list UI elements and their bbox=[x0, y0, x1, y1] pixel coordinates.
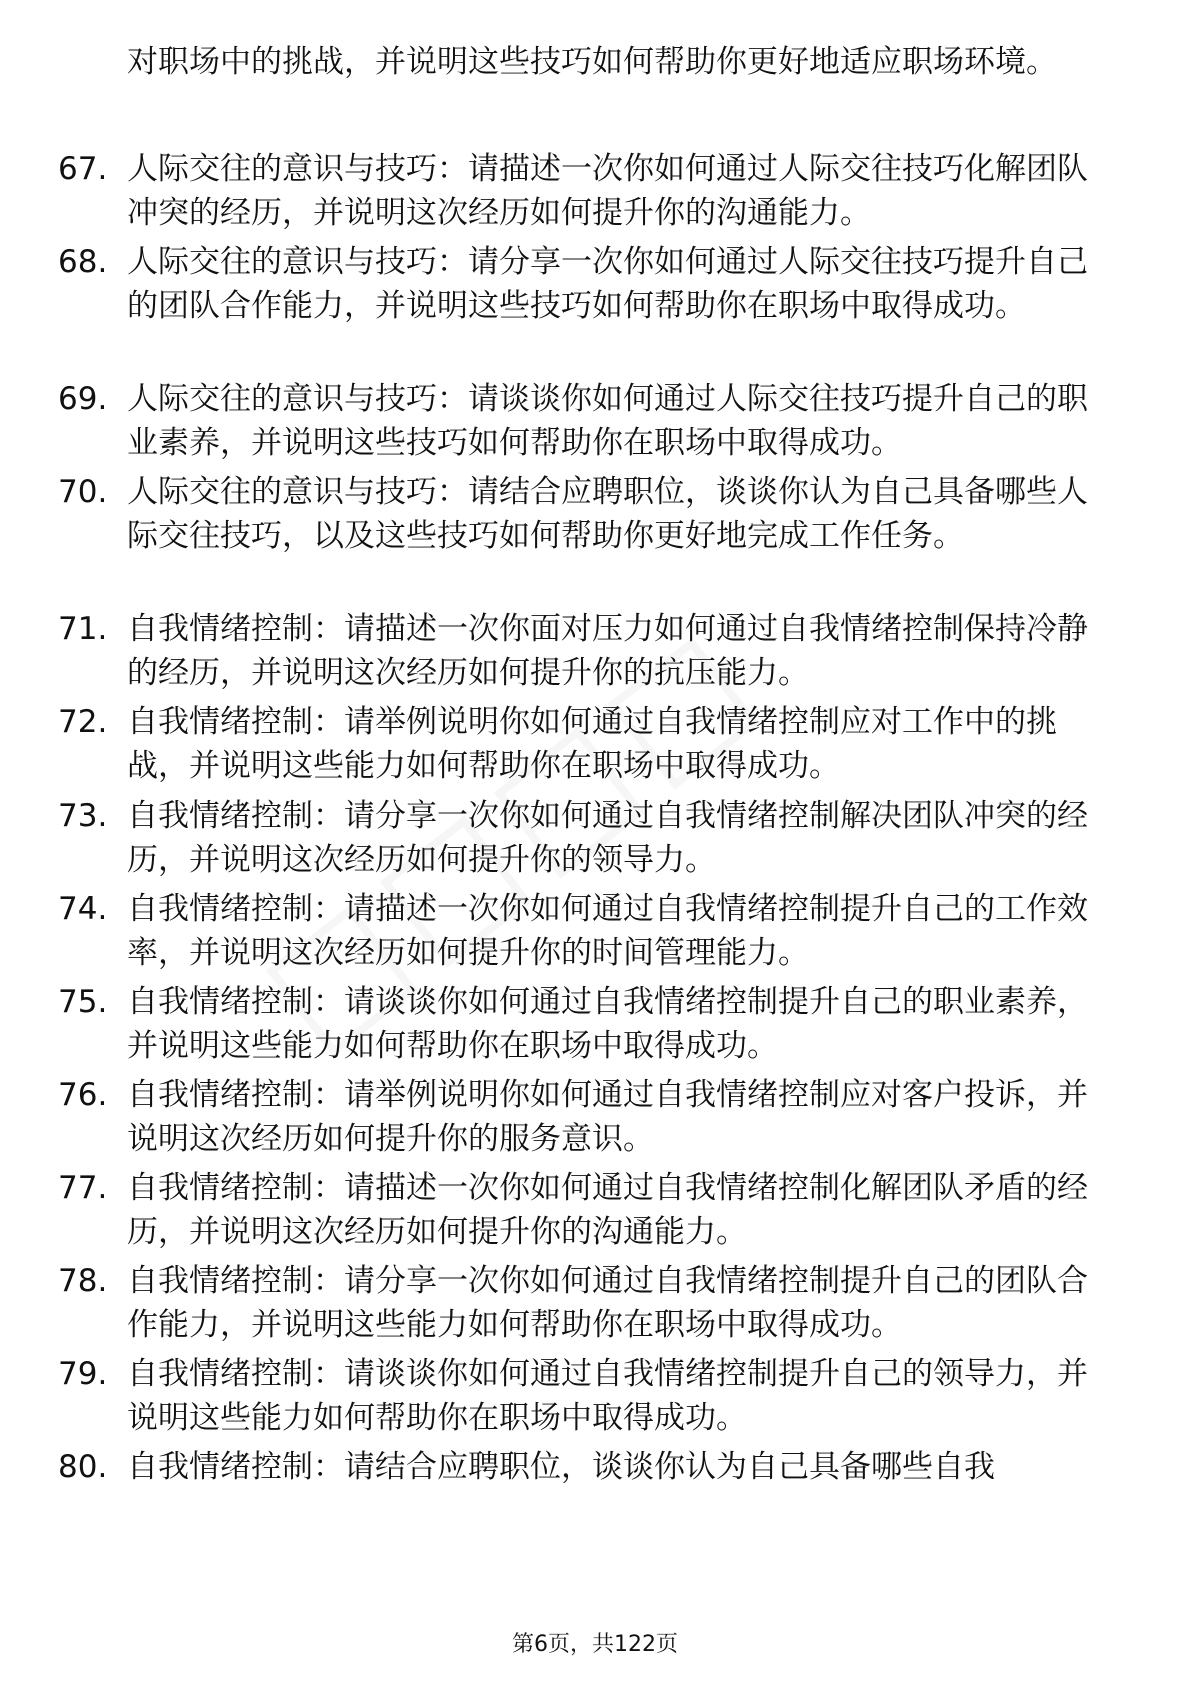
item-text: 自我情绪控制：请举例说明你如何通过自我情绪控制应对工作中的挑战，并说明这些能力如何帮助你在职场中取得成功。 bbox=[127, 704, 1057, 784]
item-number: 72. bbox=[58, 704, 108, 740]
item-number: 70. bbox=[58, 474, 108, 510]
item-text: 人际交往的意识与技巧：请谈谈你如何通过人际交往技巧提升自己的职业素养，并说明这些技巧如何帮助你在职场中取得成功。 bbox=[127, 381, 1088, 461]
item-number: 67. bbox=[58, 151, 108, 187]
item-text: 人际交往的意识与技巧：请描述一次你如何通过人际交往技巧化解团队冲突的经历，并说明这次经历如何提升你的沟通能力。 bbox=[127, 151, 1088, 231]
item-text: 自我情绪控制：请结合应聘职位，谈谈你认为自己具备哪些自我 bbox=[127, 1449, 995, 1485]
item-number: 79. bbox=[58, 1356, 108, 1392]
item-number: 78. bbox=[58, 1263, 108, 1299]
item-text: 人际交往的意识与技巧：请分享一次你如何通过人际交往技巧提升自己的团队合作能力，并说明这些技巧如何帮助你在职场中取得成功。 bbox=[127, 244, 1088, 324]
intro-paragraph: 对职场中的挑战，并说明这些技巧如何帮助你更好地适应职场环境。 bbox=[127, 44, 1057, 80]
item-number: 69. bbox=[58, 381, 108, 417]
page-footer: 第6页，共122页 bbox=[512, 1632, 678, 1657]
item-text: 自我情绪控制：请谈谈你如何通过自我情绪控制提升自己的领导力，并说明这些能力如何帮助你在职场中取得成功。 bbox=[127, 1356, 1088, 1436]
item-number: 76. bbox=[58, 1077, 108, 1113]
item-text: 自我情绪控制：请描述一次你面对压力如何通过自我情绪控制保持冷静的经历，并说明这次经历如何提升你的抗压能力。 bbox=[127, 611, 1088, 691]
item-number: 80. bbox=[58, 1449, 108, 1485]
item-number: 77. bbox=[58, 1170, 108, 1206]
item-text: 自我情绪控制：请谈谈你如何通过自我情绪控制提升自己的职业素养，并说明这些能力如何帮助你在职场中取得成功。 bbox=[127, 984, 1088, 1064]
item-text: 自我情绪控制：请举例说明你如何通过自我情绪控制应对客户投诉，并说明这次经历如何提升你的服务意识。 bbox=[127, 1077, 1088, 1157]
item-text: 自我情绪控制：请描述一次你如何通过自我情绪控制化解团队矛盾的经历，并说明这次经历如何提升你的沟通能力。 bbox=[127, 1170, 1088, 1250]
item-number: 71. bbox=[58, 611, 108, 647]
item-text: 自我情绪控制：请分享一次你如何通过自我情绪控制提升自己的团队合作能力，并说明这些能力如何帮助你在职场中取得成功。 bbox=[127, 1263, 1088, 1343]
item-number: 75. bbox=[58, 984, 108, 1020]
item-text: 自我情绪控制：请分享一次你如何通过自我情绪控制解决团队冲突的经历，并说明这次经历如何提升你的领导力。 bbox=[127, 798, 1088, 878]
item-text: 自我情绪控制：请描述一次你如何通过自我情绪控制提升自己的工作效率，并说明这次经历如何提升你的时间管理能力。 bbox=[127, 891, 1088, 971]
item-number: 68. bbox=[58, 244, 108, 280]
item-number: 73. bbox=[58, 798, 108, 834]
item-number: 74. bbox=[58, 891, 108, 927]
item-text: 人际交往的意识与技巧：请结合应聘职位，谈谈你认为自己具备哪些人际交往技巧，以及这些技巧如何帮助你更好地完成工作任务。 bbox=[127, 474, 1088, 554]
